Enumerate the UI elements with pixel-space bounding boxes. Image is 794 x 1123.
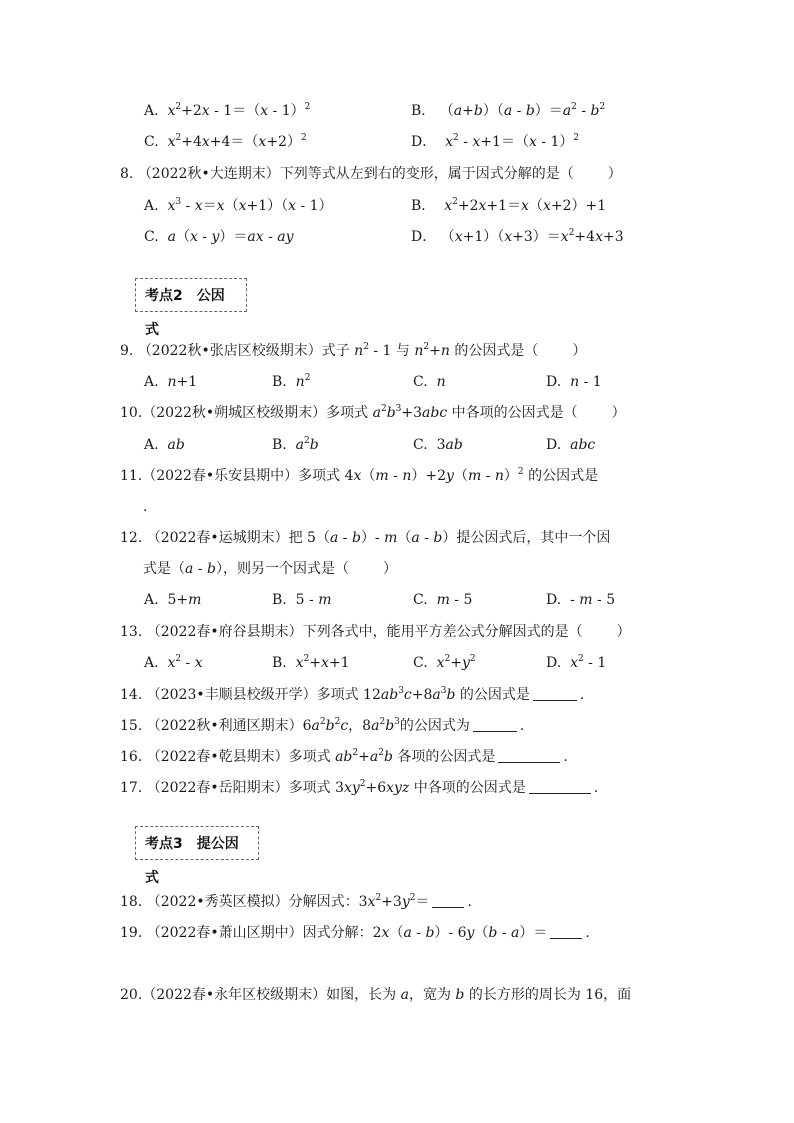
q10-option-a: A. ab bbox=[144, 437, 185, 453]
q7-option-d: D． $x^2 - x+1=(x - 1)^2$ bbox=[411, 133, 580, 150]
q9-option-d: D. n - 1 bbox=[546, 374, 602, 390]
q12-option-d: D. - m - 5 bbox=[546, 592, 616, 608]
q10-option-d: D. abc bbox=[546, 437, 596, 453]
question-14-stem: 14. （2023•丰顺县校级开学）多项式 $12ab^3c+8a^3b$ 的公因式是 . bbox=[120, 686, 585, 703]
q13-option-c: C. $x^2+y^2$ bbox=[413, 654, 476, 671]
question-18-stem: 18. （2022•秀英区模拟）分解因式：$3x^2+3y^2=$ . bbox=[120, 893, 472, 910]
q12-option-c: C. m - 5 bbox=[413, 592, 473, 608]
q9-option-c: C. n bbox=[413, 374, 446, 390]
question-19-stem: 19. （2022春•萧山区期中）因式分解：2x（a - b）- 6y（b - a）＝ . bbox=[120, 925, 590, 941]
q10-option-c: C. 3ab bbox=[413, 437, 463, 453]
question-10-stem: 10.（2022秋•朔城区校级期末）多项式 $a^2b^3+3abc$ 中各项的公因式是（ ） bbox=[120, 404, 626, 421]
q9-option-a: A. n+1 bbox=[144, 374, 198, 390]
q7-option-c: C. $x^2+4x+4=(x+2)^2$ bbox=[144, 133, 307, 150]
q13-option-b: B. $x^2+x+1$ bbox=[272, 654, 350, 671]
q8-option-c: C. a（x - y）＝ax - ay bbox=[144, 229, 294, 245]
q13-option-d: D. $x^2 - 1$ bbox=[546, 654, 607, 671]
q7-option-a: A. $x^2+2x - 1=(x - 1)^2$ bbox=[144, 102, 311, 119]
answer-blank[interactable] bbox=[498, 748, 560, 763]
question-11-period: . bbox=[143, 499, 148, 515]
answer-blank[interactable] bbox=[550, 924, 582, 939]
section-heading-factor-out: 考点3 提公因式 bbox=[135, 826, 259, 860]
q8-option-b: B． $x^2+2x+1=x(x+2)+1$ bbox=[411, 197, 607, 214]
question-20-stem: 20.（2022春•永年区校级期末）如图，长为 a，宽为 b 的长方形的周长为 16，面 bbox=[120, 987, 632, 1003]
question-11-stem: 11.（2022春•乐安县期中）多项式 4x（m - n）+2y（m - n）$^2$ 的公因式是 bbox=[120, 467, 599, 484]
question-17-stem: 17. （2022春•岳阳期末）多项式 $3xy^2+6xyz$ 中各项的公因式是 . bbox=[120, 779, 599, 796]
question-8-stem: 8. （2022秋•大连期末）下列等式从左到右的变形，属于因式分解的是（ ） bbox=[120, 166, 622, 182]
q12-option-b: B. 5 - m bbox=[272, 592, 332, 608]
q12-option-a: A. 5+m bbox=[144, 592, 202, 608]
question-13-stem: 13. （2022春•府谷县期末）下列各式中，能用平方差公式分解因式的是（ ） bbox=[120, 624, 631, 640]
question-16-stem: 16. （2022春•乾县期末）多项式 $ab^2+a^2b$ 各项的公因式是 . bbox=[120, 748, 568, 765]
q8-option-a: A. $x^3 - x=x(x+1)(x - 1)$ bbox=[144, 197, 333, 214]
q10-option-b: B. $a^2b$ bbox=[272, 436, 319, 453]
answer-blank[interactable] bbox=[529, 779, 591, 794]
question-12-stem: 12. （2022春•运城期末）把 5（a - b）- m（a - b）提公因式后，其中一个因 bbox=[120, 530, 611, 546]
question-15-stem: 15. （2022秋•利通区期末）$6a^2b^2c$，$8a^2b^3$的公因式为 . bbox=[120, 717, 525, 734]
answer-blank[interactable] bbox=[473, 717, 517, 732]
section-heading-common-factor: 考点2 公因式 bbox=[135, 278, 247, 312]
q9-option-b: B. $n^2$ bbox=[272, 373, 311, 390]
q13-option-a: A. $x^2$ - x bbox=[144, 654, 203, 671]
question-9-stem: 9. （2022秋•张店区校级期末）式子 $n^2 - 1$ 与 $n^2+n$ 的公因式是（ ） bbox=[120, 342, 587, 359]
q8-option-d: D． $(x+1)(x+3)=x^2+4x+3$ bbox=[411, 228, 624, 245]
answer-blank[interactable] bbox=[533, 686, 577, 701]
answer-blank[interactable] bbox=[432, 893, 464, 908]
q7-option-b: B． $(a+b)(a - b)=a^2 - b^2$ bbox=[411, 102, 606, 119]
question-12-stem-line2: 式是（a - b），则另一个因式是（ ） bbox=[143, 561, 397, 577]
